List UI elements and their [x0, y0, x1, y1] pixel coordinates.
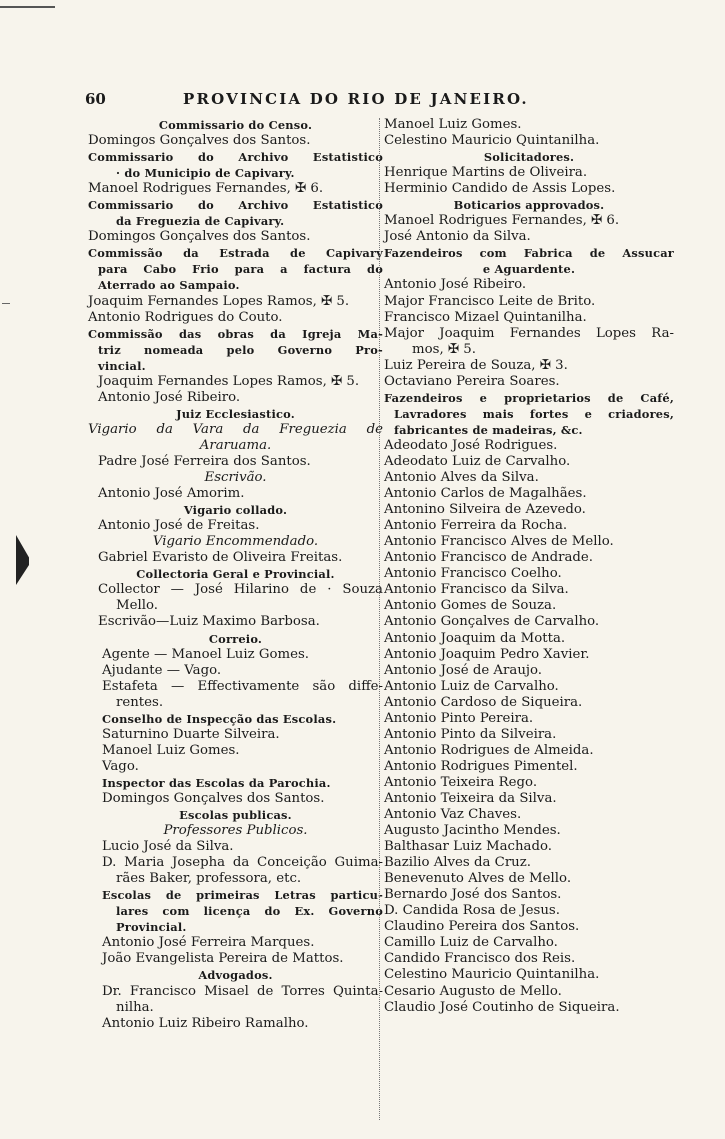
- entry-line: Antonio Rodrigues de Almeida.: [384, 742, 594, 758]
- entry-line: Antonio Ferreira da Rocha.: [384, 518, 568, 534]
- entry-line: Antonio José Ribeiro.: [384, 277, 527, 293]
- section-heading: para Cabo Frio para a factura do: [98, 262, 383, 277]
- entry-line: José Antonio da Silva.: [384, 229, 531, 245]
- entry-line: Antonio Gomes de Souza.: [384, 598, 557, 614]
- entry-line: Mello.: [116, 598, 158, 614]
- entry-line: Celestino Mauricio Quintanilha.: [384, 133, 600, 149]
- section-heading: triz nomeada pelo Governo Pro-: [98, 342, 383, 357]
- page-header: [85, 90, 645, 112]
- entry-line: Joaquim Fernandes Lopes Ramos, ✠ 5.: [98, 373, 360, 389]
- entry-line: Francisco Mizael Quintanilha.: [384, 309, 587, 325]
- entry-line: Antonio Cardoso de Siqueira.: [384, 694, 583, 710]
- entry-line: D. Maria Josepha da Conceição Guima-: [102, 855, 383, 871]
- section-heading: · do Municipio de Capivary.: [116, 166, 295, 181]
- ink-blot: [16, 535, 29, 585]
- entry-line: Vago.: [102, 758, 139, 774]
- entry-line: Estafeta — Effectivamente são diffe-: [102, 678, 383, 694]
- entry-line: Antonio Teixeira da Silva.: [384, 790, 557, 806]
- entry-line: Adeodato Luiz de Carvalho.: [384, 453, 571, 469]
- entry-line: Manoel Luiz Gomes.: [102, 742, 240, 758]
- entry-line: Escrivão—Luiz Maximo Barbosa.: [98, 614, 320, 630]
- entry-line: Saturnino Duarte Silveira.: [102, 726, 280, 742]
- entry-line: Antonio Rodrigues Pimentel.: [384, 758, 578, 774]
- entry-line: Adeodato José Rodrigues.: [384, 437, 558, 453]
- entry-line: Padre José Ferreira dos Santos.: [98, 453, 311, 469]
- entry-line: Domingos Gonçalves dos Santos.: [88, 229, 311, 245]
- entry-line: Antonio Carlos de Magalhães.: [384, 486, 587, 502]
- entry-line: Collector — José Hilarino de · Souza: [98, 582, 383, 598]
- entry-line: João Evangelista Pereira de Mattos.: [102, 951, 344, 967]
- entry-line: Antonio Luiz Ribeiro Ramalho.: [102, 1015, 309, 1031]
- entry-line: Antonio José Amorim.: [98, 486, 245, 502]
- entry-line: Camillo Luiz de Carvalho.: [384, 935, 558, 951]
- entry-line: Henrique Martins de Oliveira.: [384, 165, 588, 181]
- entry-line: Celestino Mauricio Quintanilha.: [384, 967, 600, 983]
- section-heading: Advogados.: [198, 968, 273, 983]
- entry-line: Lucio José da Silva.: [102, 839, 234, 855]
- section-heading: Boticarios approvados.: [453, 198, 605, 213]
- section-heading: da Freguezia de Capivary.: [116, 214, 285, 229]
- entry-line: Benevenuto Alves de Mello.: [384, 871, 572, 887]
- entry-line: Antonio José de Araujo.: [384, 662, 542, 678]
- entry-line: Antonio Pinto Pereira.: [384, 710, 534, 726]
- entry-line: Professores Publicos.: [163, 823, 308, 839]
- section-heading: Fazendeiros com Fabrica de Assucar: [384, 246, 674, 261]
- right-column: [384, 117, 674, 1016]
- entry-line: Antonio Francisco Alves de Mello.: [384, 534, 614, 550]
- section-heading: Escolas publicas.: [179, 808, 292, 823]
- section-heading: lares com licença do Ex. Governo: [116, 904, 383, 919]
- entry-line: Candido Francisco dos Reis.: [384, 951, 576, 967]
- entry-line: Claudino Pereira dos Santos.: [384, 919, 580, 935]
- section-heading: Collectoria Geral e Provincial.: [136, 567, 335, 582]
- entry-line: Gabriel Evaristo de Oliveira Freitas.: [98, 550, 343, 566]
- entry-line: Antonio Luiz de Carvalho.: [384, 678, 559, 694]
- entry-line: Major Francisco Leite de Brito.: [384, 293, 596, 309]
- section-heading: Commissario do Censo.: [158, 118, 313, 132]
- entry-line: mos, ✠ 5.: [412, 341, 476, 357]
- entry-line: Balthasar Luiz Machado.: [384, 839, 552, 855]
- section-heading: e Aguardente.: [482, 262, 576, 277]
- entry-line: Cesario Augusto de Mello.: [384, 983, 562, 999]
- entry-line: Antonio Vaz Chaves.: [384, 807, 522, 823]
- entry-line: Antonio José Ferreira Marques.: [102, 935, 315, 951]
- section-heading: Escolas de primeiras Letras particu-: [102, 888, 383, 903]
- entry-line: Domingos Gonçalves dos Santos.: [102, 790, 325, 806]
- section-heading: Juiz Ecclesiastico.: [176, 406, 295, 421]
- section-heading: Conselho de Inspecção das Escolas.: [102, 711, 337, 726]
- entry-line: Domingos Gonçalves dos Santos.: [88, 133, 311, 149]
- entry-line: Antonio Rodrigues do Couto.: [88, 309, 283, 325]
- entry-line: Antonio Pinto da Silveira.: [384, 726, 557, 742]
- section-heading: vincial.: [98, 358, 146, 373]
- section-heading: Commissão da Estrada de Capivary: [88, 246, 383, 261]
- entry-line: Antonio Alves da Silva.: [384, 470, 539, 486]
- section-heading: Solicitadores.: [483, 150, 575, 165]
- entry-line: Antonino Silveira de Azevedo.: [384, 502, 586, 518]
- entry-line: Vigario Encommendado.: [152, 534, 319, 550]
- entry-line: Bernardo José dos Santos.: [384, 887, 562, 903]
- entry-line: Antonio José Ribeiro.: [98, 389, 241, 405]
- section-heading: Commissario do Archivo Estatistico: [88, 150, 383, 165]
- entry-line: Joaquim Fernandes Lopes Ramos, ✠ 5.: [88, 293, 350, 309]
- section-heading: Commissão das obras da Igreja Ma-: [88, 326, 383, 341]
- section-heading: Inspector das Escolas da Parochia.: [102, 775, 331, 790]
- entry-line: Bazilio Alves da Cruz.: [384, 855, 531, 871]
- entry-line: Octaviano Pereira Soares.: [384, 373, 560, 389]
- entry-line: Claudio José Coutinho de Siqueira.: [384, 999, 620, 1015]
- entry-line: nilha.: [116, 999, 154, 1015]
- page-number: 60: [85, 90, 106, 108]
- section-heading: Commissario do Archivo Estatistico: [88, 198, 383, 213]
- entry-line: Luiz Pereira de Souza, ✠ 3.: [384, 357, 568, 373]
- entry-line: rentes.: [116, 694, 164, 710]
- entry-line: Augusto Jacintho Mendes.: [384, 823, 561, 839]
- entry-line: Antonio Francisco de Andrade.: [384, 550, 594, 566]
- entry-line: rães Baker, professora, etc.: [116, 871, 302, 887]
- entry-line: Manoel Rodrigues Fernandes, ✠ 6.: [384, 213, 620, 229]
- entry-line: Antonio Francisco da Silva.: [384, 582, 569, 598]
- section-heading: fabricantes de madeiras, &c.: [394, 422, 583, 437]
- section-heading: Correio.: [208, 631, 263, 646]
- entry-line: Antonio Teixeira Rego.: [384, 774, 538, 790]
- top-rule: [0, 6, 55, 8]
- column-divider: [379, 118, 380, 1120]
- margin-mark: [2, 303, 10, 304]
- entry-line: D. Candida Rosa de Jesus.: [384, 903, 560, 919]
- entry-line: Antonio José de Freitas.: [98, 518, 260, 534]
- entry-line: Antonio Francisco Coelho.: [384, 566, 562, 582]
- entry-line: Major Joaquim Fernandes Lopes Ra-: [384, 325, 674, 341]
- page-title: PROVINCIA DO RIO DE JANEIRO.: [183, 90, 529, 108]
- entry-line: Antonio Joaquim da Motta.: [384, 630, 566, 646]
- section-heading: Lavradores mais fortes e criadores,: [394, 406, 674, 421]
- entry-line: Antonio Gonçalves de Carvalho.: [384, 614, 600, 630]
- entry-line: Manoel Rodrigues Fernandes, ✠ 6.: [88, 181, 324, 197]
- section-heading: Aterrado ao Sampaio.: [98, 278, 240, 293]
- entry-line: Dr. Francisco Misael de Torres Quinta-: [102, 983, 383, 999]
- entry-line: Escrivão.: [204, 470, 267, 486]
- entry-line: Manoel Luiz Gomes.: [384, 117, 522, 132]
- entry-line: Herminio Candido de Assis Lopes.: [384, 181, 616, 197]
- entry-line: Araruama.: [199, 437, 272, 453]
- left-column: [88, 117, 383, 1032]
- entry-line: Antonio Joaquim Pedro Xavier.: [384, 646, 590, 662]
- section-heading: Provincial.: [116, 920, 187, 935]
- section-heading: Fazendeiros e proprietarios de Café,: [384, 390, 674, 405]
- entry-line: Ajudante — Vago.: [102, 662, 222, 678]
- entry-line: Vigario da Vara da Freguezia de: [88, 421, 383, 437]
- section-heading: Vigario collado.: [183, 503, 288, 518]
- entry-line: Agente — Manoel Luiz Gomes.: [102, 646, 310, 662]
